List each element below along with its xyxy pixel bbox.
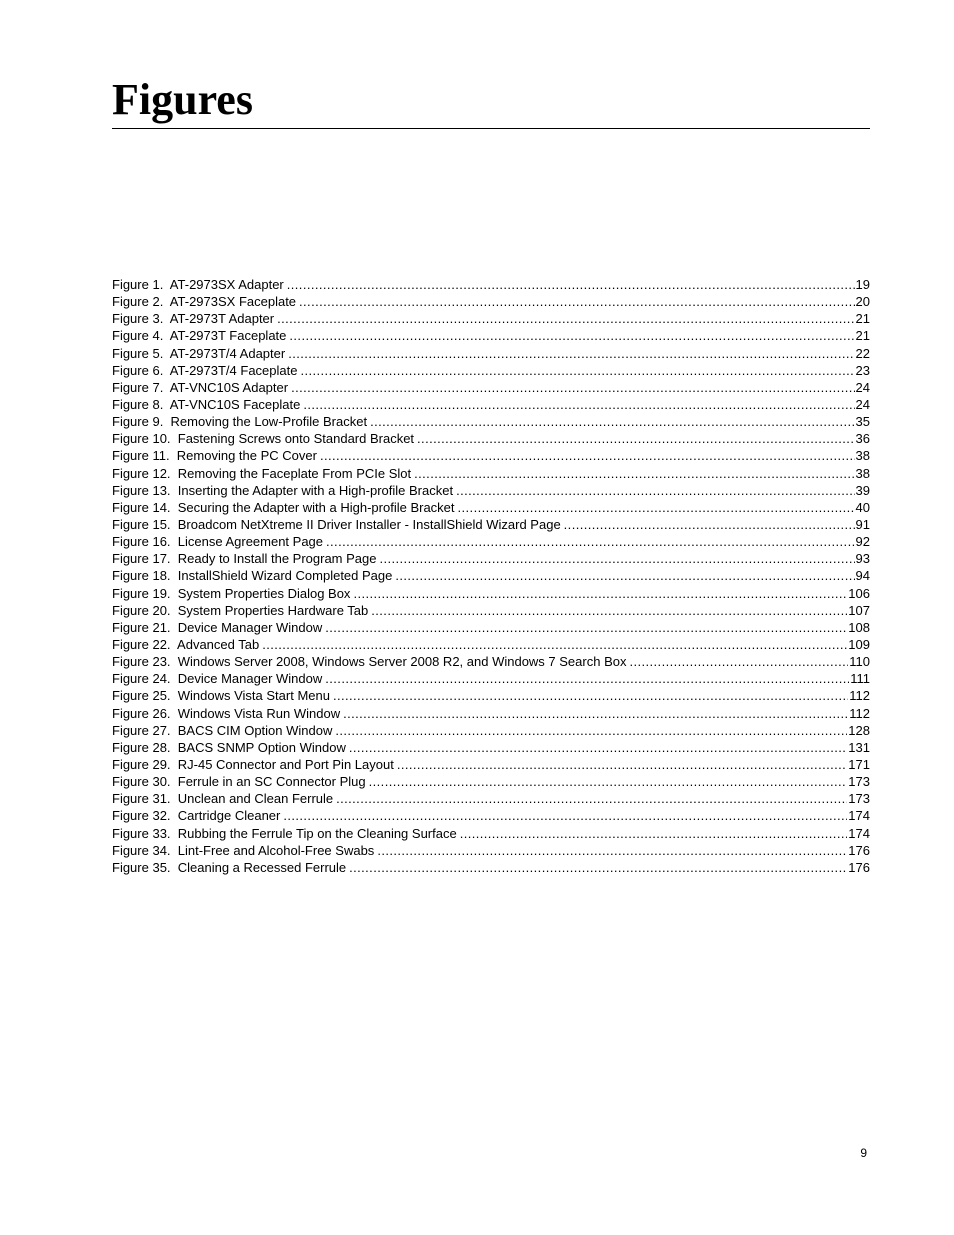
toc-entry[interactable] (112, 499, 870, 516)
toc-entry[interactable] (112, 705, 870, 722)
toc-entry-label: Figure 31. Unclean and Clean Ferrule (112, 791, 334, 807)
toc-entry-page: 19 (855, 277, 870, 292)
toc-entry-label: Figure 8. AT-VNC10S Faceplate (112, 396, 301, 412)
toc-entry[interactable] (112, 756, 870, 773)
toc-entry-page: 176 (848, 842, 870, 858)
page-number: 9 (860, 1146, 867, 1160)
dot-leader (291, 379, 854, 396)
dot-leader (353, 585, 847, 602)
toc-entry-label: Figure 29. RJ-45 Connector and Port Pin Layout (112, 756, 394, 772)
toc-entry-page: 128 (848, 722, 870, 738)
toc-entry[interactable] (112, 687, 870, 704)
toc-entry[interactable] (112, 790, 870, 807)
toc-entry[interactable] (112, 276, 870, 293)
toc-entry[interactable] (112, 327, 870, 344)
toc-entry-label: Figure 12. Removing the Faceplate From PCIe Slot (112, 465, 412, 481)
toc-entry[interactable] (112, 825, 870, 842)
toc-entry-page: 93 (855, 551, 870, 567)
toc-entry-label: Figure 34. Lint-Free and Alcohol-Free Swabs (112, 842, 375, 858)
toc-entry-label: Figure 16. License Agreement Page (112, 534, 324, 550)
dot-leader (343, 705, 848, 722)
toc-entry-label: Figure 10. Fastening Screws onto Standard Bracket (112, 431, 415, 447)
toc-entry-page: 36 (855, 431, 870, 447)
dot-leader (564, 516, 855, 533)
toc-entry[interactable] (112, 585, 870, 602)
toc-entry-page: 92 (855, 534, 870, 550)
toc-entry-page: 24 (855, 396, 870, 412)
dot-leader (349, 739, 847, 756)
page-title: Figures (112, 75, 253, 124)
toc-entry-label: Figure 35. Cleaning a Recessed Ferrule (112, 859, 347, 875)
toc-entry-page: 21 (855, 328, 870, 344)
toc-entry-label: Figure 24. Device Manager Window (112, 671, 323, 687)
toc-entry[interactable] (112, 379, 870, 396)
toc-entry-label: Figure 6. AT-2973T/4 Faceplate (112, 362, 298, 378)
dot-leader (325, 670, 849, 687)
toc-entry[interactable] (112, 362, 870, 379)
toc-entry-page: 176 (848, 859, 870, 875)
toc-entry-label: Figure 33. Rubbing the Ferrule Tip on the Cleaning Surface (112, 825, 457, 841)
toc-entry-label: Figure 20. System Properties Hardware Tab (112, 602, 369, 618)
toc-entry-page: 40 (855, 499, 870, 515)
toc-entry-page: 131 (848, 739, 870, 755)
toc-entry[interactable] (112, 430, 870, 447)
toc-entry-page: 24 (855, 379, 870, 395)
toc-entry-page: 94 (855, 568, 870, 584)
toc-entry-label: Figure 26. Windows Vista Run Window (112, 705, 341, 721)
toc-entry[interactable] (112, 482, 870, 499)
toc-entry[interactable] (112, 722, 870, 739)
toc-entry[interactable] (112, 293, 870, 310)
toc-entry-page: 21 (855, 311, 870, 327)
toc-entry-label: Figure 17. Ready to Install the Program Page (112, 551, 377, 567)
dot-leader (287, 276, 855, 293)
toc-entry-page: 112 (849, 705, 870, 721)
toc-entry-page: 39 (855, 482, 870, 498)
dot-leader (288, 345, 854, 362)
toc-entry[interactable] (112, 842, 870, 859)
toc-entry-page: 112 (849, 688, 870, 704)
toc-entry-label: Figure 4. AT-2973T Faceplate (112, 328, 287, 344)
toc-entry-label: Figure 18. InstallShield Wizard Completed Page (112, 568, 393, 584)
toc-entry-page: 174 (848, 808, 870, 824)
toc-entry-label: Figure 27. BACS CIM Option Window (112, 722, 333, 738)
toc-entry-page: 22 (855, 345, 870, 361)
toc-entry[interactable] (112, 533, 870, 550)
dot-leader (300, 362, 854, 379)
toc-entry-page: 174 (848, 825, 870, 841)
dot-leader (336, 790, 847, 807)
toc-entry-label: Figure 21. Device Manager Window (112, 619, 323, 635)
dot-leader (414, 465, 854, 482)
toc-entry-label: Figure 13. Inserting the Adapter with a High-profile Bracket (112, 482, 454, 498)
toc-entry-page: 38 (855, 448, 870, 464)
dot-leader (277, 310, 854, 327)
dot-leader (377, 842, 847, 859)
toc-entry[interactable] (112, 567, 870, 584)
dot-leader (371, 602, 847, 619)
toc-entry[interactable] (112, 773, 870, 790)
toc-entry[interactable] (112, 516, 870, 533)
toc-entry[interactable] (112, 807, 870, 824)
dot-leader (395, 567, 854, 584)
toc-entry[interactable] (112, 670, 870, 687)
dot-leader (379, 550, 854, 567)
dot-leader (325, 619, 847, 636)
toc-entry[interactable] (112, 447, 870, 464)
toc-entry-page: 91 (855, 516, 870, 532)
toc-entry[interactable] (112, 636, 870, 653)
toc-entry-page: 23 (855, 362, 870, 378)
toc-entry-label: Figure 19. System Properties Dialog Box (112, 585, 351, 601)
toc-entry-label: Figure 1. AT-2973SX Adapter (112, 277, 284, 292)
toc-entry-label: Figure 23. Windows Server 2008, Windows Server 2008 R2, and Windows 7 Search Box (112, 654, 627, 670)
toc-entry-page: 106 (848, 585, 870, 601)
toc-entry-label: Figure 28. BACS SNMP Option Window (112, 739, 346, 755)
toc-entry-label: Figure 3. AT-2973T Adapter (112, 311, 275, 327)
toc-entry[interactable] (112, 310, 870, 327)
toc-entry-page: 35 (855, 414, 870, 430)
toc-entry-label: Figure 22. Advanced Tab (112, 636, 260, 652)
toc-entry-label: Figure 14. Securing the Adapter with a High-profile Bracket (112, 499, 455, 515)
dot-leader (460, 825, 848, 842)
dot-leader (299, 293, 855, 310)
toc-entry[interactable] (112, 653, 870, 670)
dot-leader (303, 396, 854, 413)
dot-leader (369, 773, 848, 790)
toc-entry[interactable] (112, 345, 870, 362)
toc-entry-label: Figure 11. Removing the PC Cover (112, 448, 317, 464)
toc-entry-page: 173 (848, 774, 870, 790)
toc-entry-page: 173 (848, 791, 870, 807)
toc-entry-page: 171 (848, 756, 870, 772)
toc-entry-label: Figure 9. Removing the Low-Profile Bracket (112, 414, 368, 430)
dot-leader (333, 687, 848, 704)
toc-entry-page: 111 (850, 671, 870, 687)
toc-entry[interactable] (112, 602, 870, 619)
toc-entry-page: 107 (848, 602, 870, 618)
toc-entry[interactable] (112, 739, 870, 756)
toc-entry-label: Figure 25. Windows Vista Start Menu (112, 688, 330, 704)
toc-entry-label: Figure 5. AT-2973T/4 Adapter (112, 345, 286, 361)
dot-leader (370, 413, 854, 430)
dot-leader (349, 859, 847, 876)
toc-entry[interactable] (112, 396, 870, 413)
toc-entry-label: Figure 15. Broadcom NetXtreme II Driver Installer - InstallShield Wizard Page (112, 516, 561, 532)
toc-entry[interactable] (112, 413, 870, 430)
toc-entry-label: Figure 32. Cartridge Cleaner (112, 808, 281, 824)
dot-leader (456, 482, 854, 499)
toc-entry-label: Figure 2. AT-2973SX Faceplate (112, 294, 297, 310)
list-of-figures (112, 276, 870, 876)
dot-leader (289, 327, 854, 344)
dot-leader (320, 447, 855, 464)
toc-entry-page: 38 (855, 465, 870, 481)
title-divider (112, 128, 870, 129)
toc-entry-label: Figure 30. Ferrule in an SC Connector Plug (112, 774, 366, 790)
dot-leader (326, 533, 855, 550)
dot-leader (283, 807, 847, 824)
toc-entry[interactable] (112, 465, 870, 482)
dot-leader (629, 653, 848, 670)
dot-leader (335, 722, 847, 739)
toc-entry[interactable] (112, 550, 870, 567)
toc-entry-label: Figure 7. AT-VNC10S Adapter (112, 379, 289, 395)
dot-leader (458, 499, 855, 516)
toc-entry-page: 109 (848, 636, 870, 652)
dot-leader (417, 430, 854, 447)
toc-entry[interactable] (112, 859, 870, 876)
toc-entry-page: 110 (849, 654, 870, 670)
toc-entry-page: 20 (855, 294, 870, 310)
dot-leader (262, 636, 847, 653)
toc-entry[interactable] (112, 619, 870, 636)
dot-leader (397, 756, 847, 773)
toc-entry-page: 108 (848, 619, 870, 635)
